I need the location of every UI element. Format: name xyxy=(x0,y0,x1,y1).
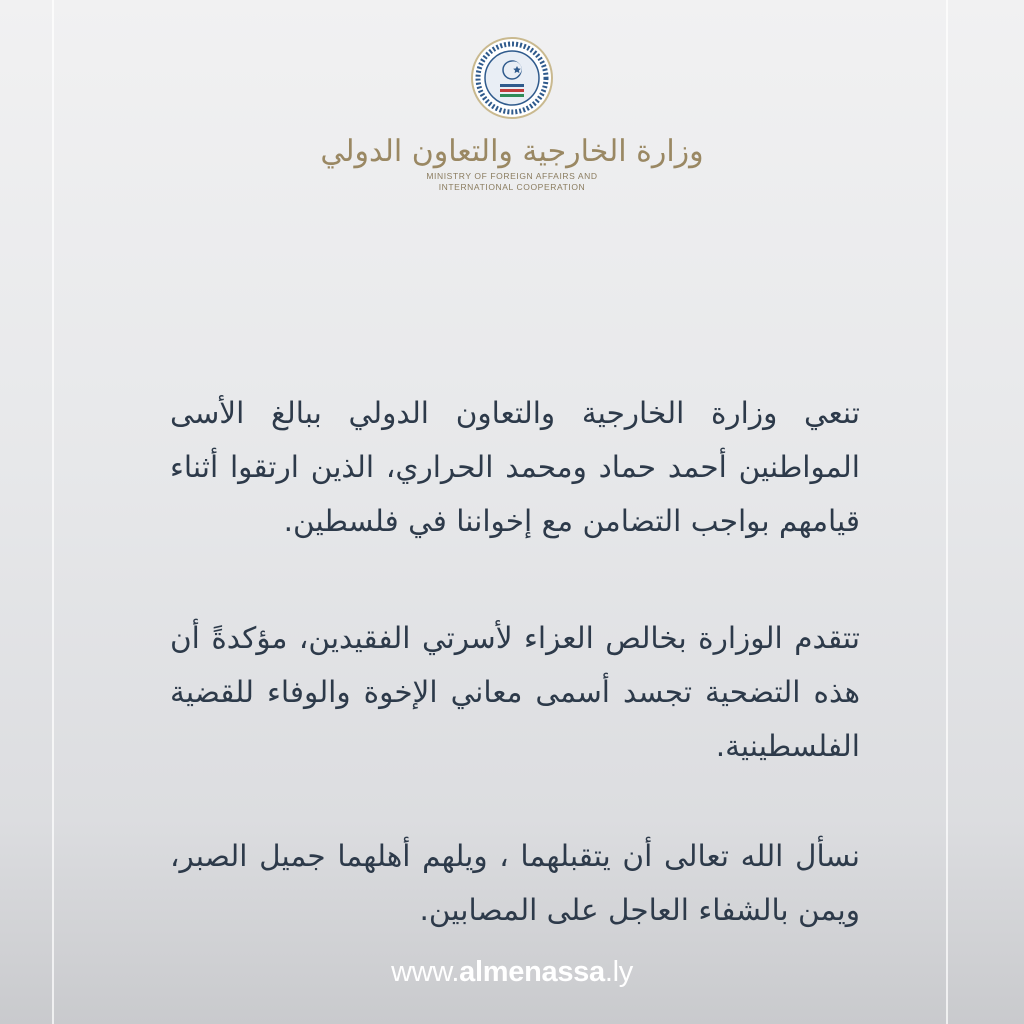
ministry-name-english xyxy=(0,171,1024,193)
statement-paragraph-1: تنعي وزارة الخارجية والتعاون الدولي ببالغ الأسى المواطنين أحمد حماد ومحمد الحراري، الذين ارتقوا أثناء قيامهم بواجب التضامن مع إخواننا في فلسطين. xyxy=(170,396,860,538)
ministry-seal-icon xyxy=(470,36,554,120)
ministry-name-arabic: وزارة الخارجية والتعاون الدولي xyxy=(320,134,704,169)
header xyxy=(0,36,1024,193)
url-suffix: .ly xyxy=(604,956,633,988)
url-prefix: www. xyxy=(391,956,460,988)
statement-paragraph-2: تتقدم الوزارة بخالص العزاء لأسرتي الفقيدين، مؤكدةً أن هذه التضحية تجسد أسمى معاني الإخوة والوفاء للقضية الفلسطينية. xyxy=(170,621,860,763)
ministry-name-english-line2: INTERNATIONAL COOPERATION xyxy=(438,182,586,192)
statement-paragraph-3: نسأل الله تعالى أن يتقبلهما ، ويلهم أهلهما جميل الصبر، ويمن بالشفاء العاجل على المصابين. xyxy=(170,839,860,927)
url-brand: almenassa xyxy=(459,956,605,988)
website-url xyxy=(0,956,1024,989)
ministry-name-english-line1: MINISTRY OF FOREIGN AFFAIRS AND xyxy=(426,171,598,181)
